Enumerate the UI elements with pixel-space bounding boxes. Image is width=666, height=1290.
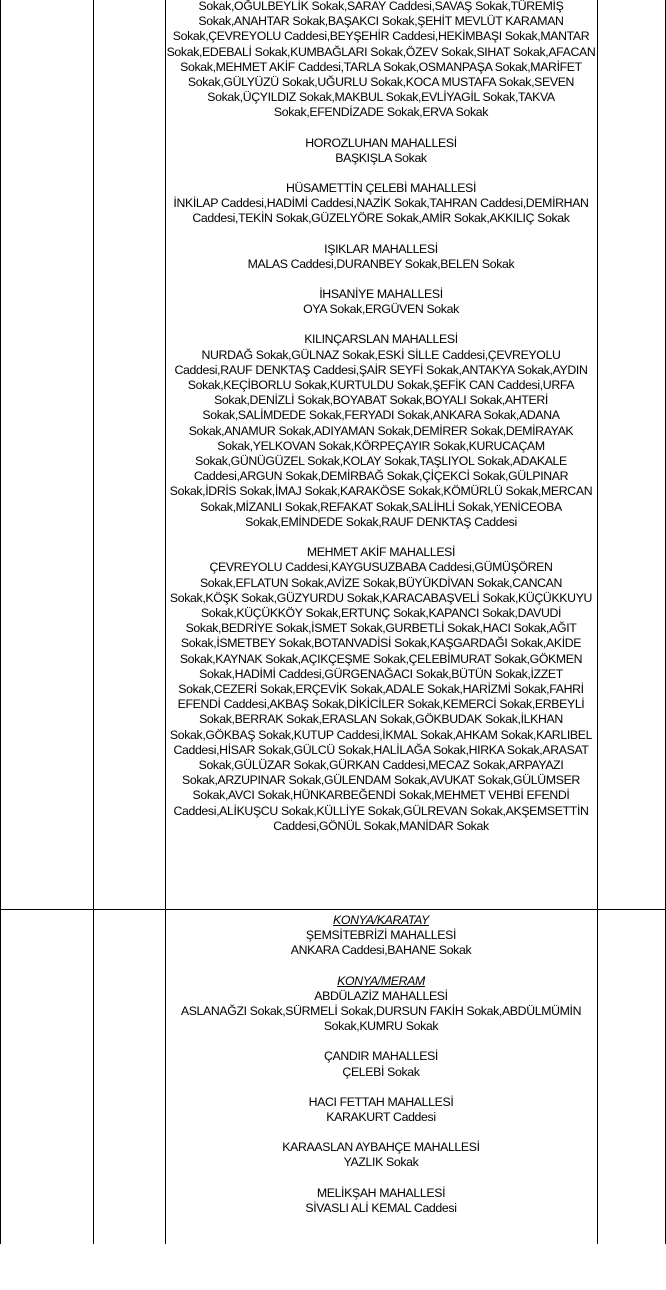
row-divider <box>0 909 666 910</box>
street-list: OYA Sokak,ERGÜVEN Sokak <box>303 302 459 317</box>
street-list: ÇELEBİ Sokak <box>342 1064 420 1079</box>
neighborhood-title: İHSANİYE MAHALLESİ <box>319 287 443 302</box>
street-list: ASLANAĞZI Sokak,SÜRMELİ Sokak,DURSUN FAKİH Sokak,ABDÜLMÜMİN Sokak,KUMRU Sokak <box>180 1004 582 1034</box>
neighborhood-title: IŞIKLAR MAHALLESİ <box>324 241 438 256</box>
row1-address-cell <box>166 0 596 834</box>
neighborhood-title: KILINÇARSLAN MAHALLESİ <box>304 332 458 347</box>
neighborhood-block <box>166 989 596 1035</box>
street-list: İNKİLAP Caddesi,HADİMİ Caddesi,NAZİK Sokak,TAHRAN Caddesi,DEMİRHAN Caddesi,TEKİN Sokak,GÜZELYÖRE Sokak,AMİR Sokak,AKKILIÇ Sokak <box>173 196 589 226</box>
neighborhood-block <box>166 1049 596 1079</box>
street-list: NURDAĞ Sokak,GÜLNAZ Sokak,ESKİ SİLLE Caddesi,ÇEVREYOLU Caddesi,RAUF DENKTAŞ Caddesi,ŞAİR SEYFİ Sokak,ANTAKYA Sokak,AYDIN Sokak,KEÇİBORLU Sokak,KURTULDU Sokak,ŞEFİK CAN Caddesi,URFA Sokak,DENİZLİ Sokak,BOYABAT Sokak,BOYALI Sokak,AHTERİ Sokak,SALİMDEDE Sokak,FERYADI Sokak,ANKARA Sokak,ADANA Sokak,ANAMUR Sokak,ADIYAMAN Sokak,DEMİRER Sokak,DEMİRAYAK Sokak,YELKOVAN Sokak,KÖRPEÇAYIR Sokak,KURUCAÇAM Sokak,GÜNÜGÜZEL Sokak,KOLAY Sokak,TAŞLIYOL Sokak,ADAKALE Caddesi,ARGUN Sokak,DEMİRBAĞ Sokak,ÇİÇEKCİ Sokak,GÜLPINAR Sokak,İDRİS Sokak,İMAJ Sokak,KARAKÖSE Sokak,KÖMÜRLÜ Sokak,MERCAN Sokak,MİZANLI Sokak,REFAKAT Sokak,SALİHLİ Sokak,YENİCEOBA Sokak,EMİNDEDE Sokak,RAUF DENKTAŞ Caddesi <box>169 347 593 529</box>
street-list: BAŞKIŞLA Sokak <box>335 150 427 165</box>
column-border-left <box>0 0 1 1244</box>
street-list: KARAKURT Caddesi <box>326 1110 436 1125</box>
neighborhood-title: HÜSAMETTİN ÇELEBİ MAHALLESİ <box>285 181 477 196</box>
neighborhood-title: ÇANDIR MAHALLESİ <box>324 1049 438 1064</box>
neighborhood-title: HOROZLUHAN MAHALLESİ <box>305 135 457 150</box>
street-list: SİVASLI ALİ KEMAL Caddesi <box>305 1200 457 1215</box>
region-heading: KONYA/MERAM <box>337 973 425 988</box>
street-list: ÇEVREYOLU Caddesi,KAYGUSUZBABA Caddesi,GÜMÜŞÖREN Sokak,EFLATUN Sokak,AVİZE Sokak,BÜYÜKDİVAN Sokak,CANCAN Sokak,KÖŞK Sokak,GÜZYURDU Sokak,KARACABAŞVELİ Sokak,KÜÇÜKKUYU Sokak,KÜÇÜKKÖY Sokak,ERTUNÇ Sokak,KAPANCI Sokak,DAVUDİ Sokak,BEDRİYE Sokak,İSMET Sokak,GURBETLİ Sokak,HACI Sokak,AĞIT Sokak,İSMETBEY Sokak,BOTANVADİSİ Sokak,KAŞGARDAĞI Sokak,AKİDE Sokak,KAYNAK Sokak,AÇIKÇEŞME Sokak,ÇELEBİMURAT Sokak,GÖKMEN Sokak,HADİMİ Caddesi,GÜRGENAĞACI Sokak,BÜTÜN Sokak,İZZET Sokak,CEZERİ Sokak,ERÇEVİK Sokak,ADALE Sokak,HARİZMİ Sokak,FAHRİ EFENDİ Caddesi,AKBAŞ Sokak,DİKİCİLER Sokak,KEMERCİ Sokak,ERBEYLİ Sokak,BERRAK Sokak,ERASLAN Sokak,GÖKBUDAK Sokak,İLKHAN Sokak,GÖKBAŞ Sokak,KUTUP Caddesi,İKMAL Sokak,AHKAM Sokak,KARLIBEL Caddesi,HİSAR Sokak,GÜLCÜ Sokak,HALİLAĞA Sokak,HIRKA Sokak,ARASAT Sokak,GÜLÜZAR Sokak,GÜRKAN Caddesi,MECAZ Sokak,ARPAYAZI Sokak,ARZUPINAR Sokak,GÜLENDAM Sokak,AVUKAT Sokak,GÜLÜMSER Sokak,AVCI Sokak,HÜNKARBEĞENDİ Sokak,MEHMET VEHBİ EFENDİ Caddesi,ALİKUŞCU Sokak,KÜLLİYE Sokak,GÜLREVAN Sokak,AKŞEMSETTİN Caddesi,GÖNÜL Sokak,MANİDAR Sokak <box>169 560 593 833</box>
neighborhood-block <box>166 136 596 166</box>
row2-address-cell <box>166 913 596 1216</box>
neighborhood-block <box>166 928 596 958</box>
neighborhood-title: ŞEMSİTEBRİZİ MAHALLESİ <box>305 928 457 943</box>
neighborhood-block <box>166 287 596 317</box>
street-list: ANKARA Caddesi,BAHANE Sokak <box>290 943 472 958</box>
street-list: MALAS Caddesi,DURANBEY Sokak,BELEN Sokak <box>247 256 515 271</box>
street-list: YAZLIK Sokak <box>343 1155 419 1170</box>
neighborhood-block <box>166 332 596 530</box>
neighborhood-block <box>166 1095 596 1125</box>
neighborhood-title: HACI FETTAH MAHALLESİ <box>308 1094 454 1109</box>
neighborhood-title: MEHMET AKİF MAHALLESİ <box>306 545 456 560</box>
neighborhood-block <box>166 181 596 227</box>
column-border-1 <box>93 0 94 1244</box>
neighborhood-block <box>166 242 596 272</box>
neighborhood-block <box>166 1186 596 1216</box>
region-heading: KONYA/KARATAY <box>333 913 429 927</box>
neighborhood-title: KARAASLAN AYBAHÇE MAHALLESİ <box>282 1140 480 1155</box>
neighborhood-block <box>166 1140 596 1170</box>
neighborhood-title: ABDÜLAZİZ MAHALLESİ <box>314 988 448 1003</box>
neighborhood-block <box>166 545 596 834</box>
street-list-continued: Sokak,OĞULBEYLİK Sokak,SARAY Caddesi,SAVAŞ Sokak,TÜREMİŞ Sokak,ANAHTAR Sokak,BAŞAKCI Sokak,ŞEHİT MEVLÜT KARAMAN Sokak,ÇEVREYOLU Caddesi,BEYŞEHİR Caddesi,HEKİMBAŞI Sokak,MANTAR Sokak,EDEBALİ Sokak,KUMBAĞLARI Sokak,ÖZEV Sokak,SIHAT Sokak,AFACAN Sokak,MEHMET AKİF Caddesi,TARLA Sokak,OSMANPAŞA Sokak,MARİFET Sokak,GÜLYÜZÜ Sokak,UĞURLU Sokak,KOCA MUSTAFA Sokak,SEVEN Sokak,ÜÇYILDIZ Sokak,MAKBUL Sokak,EVLİYAGİL Sokak,TAKVA Sokak,EFENDİZADE Sokak,ERVA Sokak <box>166 0 596 120</box>
neighborhood-title: MELİKŞAH MAHALLESİ <box>316 1185 446 1200</box>
column-border-3 <box>597 0 598 1244</box>
